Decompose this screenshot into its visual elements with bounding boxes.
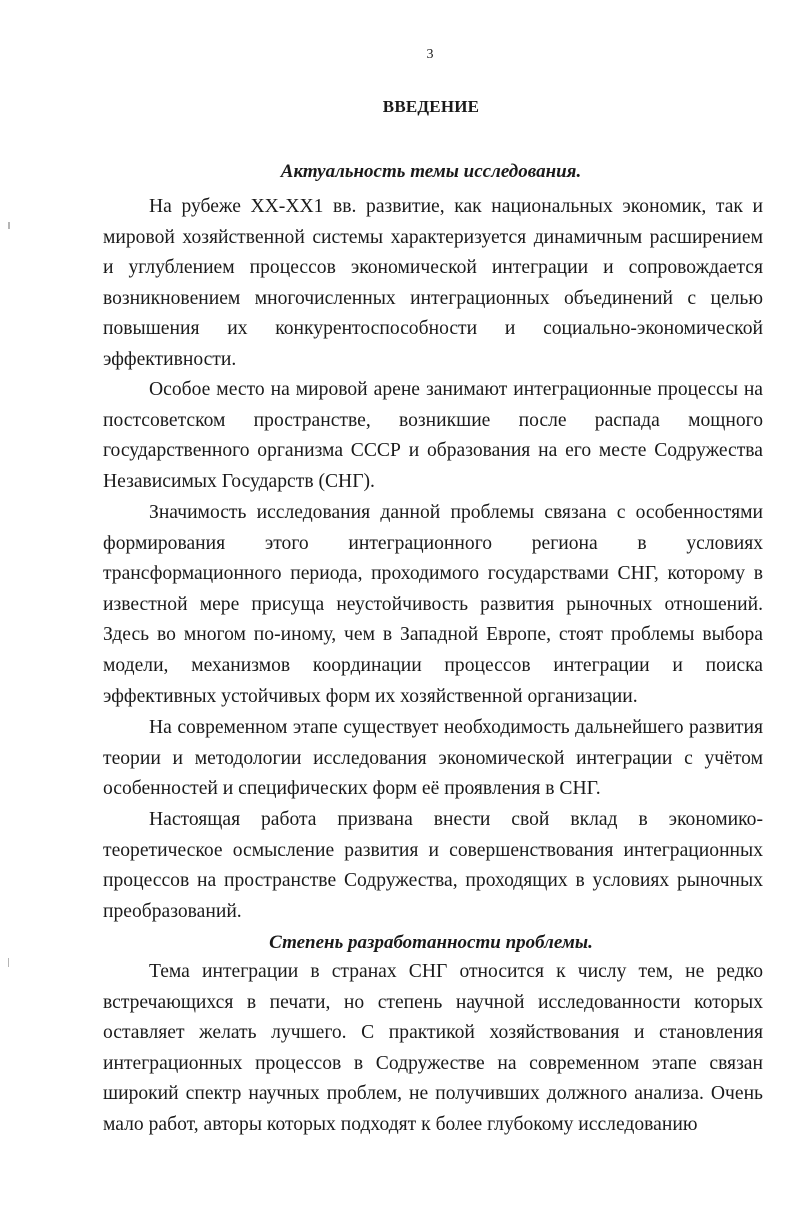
paragraph: Настоящая работа призвана внести свой вклад в экономико-теоретическое осмысление развития и совершенствования интеграционных процессов на пространстве Содружества, проходящих в условиях рыночных преобразований.: [103, 809, 763, 922]
page-title: ВВЕДЕНИЕ: [382, 97, 480, 116]
paragraph: Значимость исследования данной проблемы связана с особенностями формирования этого интеграционного региона в условиях трансформационного периода, проходимого государствами СНГ, которому в известной мере присуща неустойчивость развития рыночных отношений. Здесь во многом по-иному, чем в Западной Европе, стоят проблемы выбора модели, механизмов координации процессов интеграции и поиска эффективных устойчивых форм их хозяйственной организации.: [103, 502, 763, 707]
section-title-relevance: Актуальность темы исследования.: [280, 161, 582, 182]
section-title-elaboration: Степень разработанности проблемы.: [269, 932, 593, 953]
scan-margin-mark: [8, 958, 9, 967]
paragraph: На рубеже XX-XX1 вв. развитие, как национальных экономик, так и мировой хозяйственной системы характеризуется динамичным расширением и углублением процессов экономической интеграции и сопровождается возникновением многочисленных интеграционных объединений с целью повышения их конкурентоспособности и социально-экономической эффективности.: [103, 196, 763, 370]
paragraph: На современном этапе существует необходимость дальнейшего развития теории и методологии исследования экономической интеграции с учётом особенностей и специфических форм её проявления в СНГ.: [103, 717, 763, 800]
paragraph: Тема интеграции в странах СНГ относится к числу тем, не редко встречающихся в печати, но степень научной исследованности которых оставляет желать лучшего. С практикой хозяйствования и становления интеграционных процессов в Содружестве на современном этапе связан широкий спектр научных проблем, не получивших должного анализа. Очень мало работ, авторы которых подходят к более глубокому исследованию: [103, 961, 763, 1135]
paragraph: Особое место на мировой арене занимают интеграционные процессы на постсоветском пространстве, возникшие после распада мощного государственного организма СССР и образования на его месте Содружества Независимых Государств (СНГ).: [103, 379, 763, 492]
page-number: 3: [426, 47, 434, 62]
scan-margin-mark: [8, 222, 10, 229]
